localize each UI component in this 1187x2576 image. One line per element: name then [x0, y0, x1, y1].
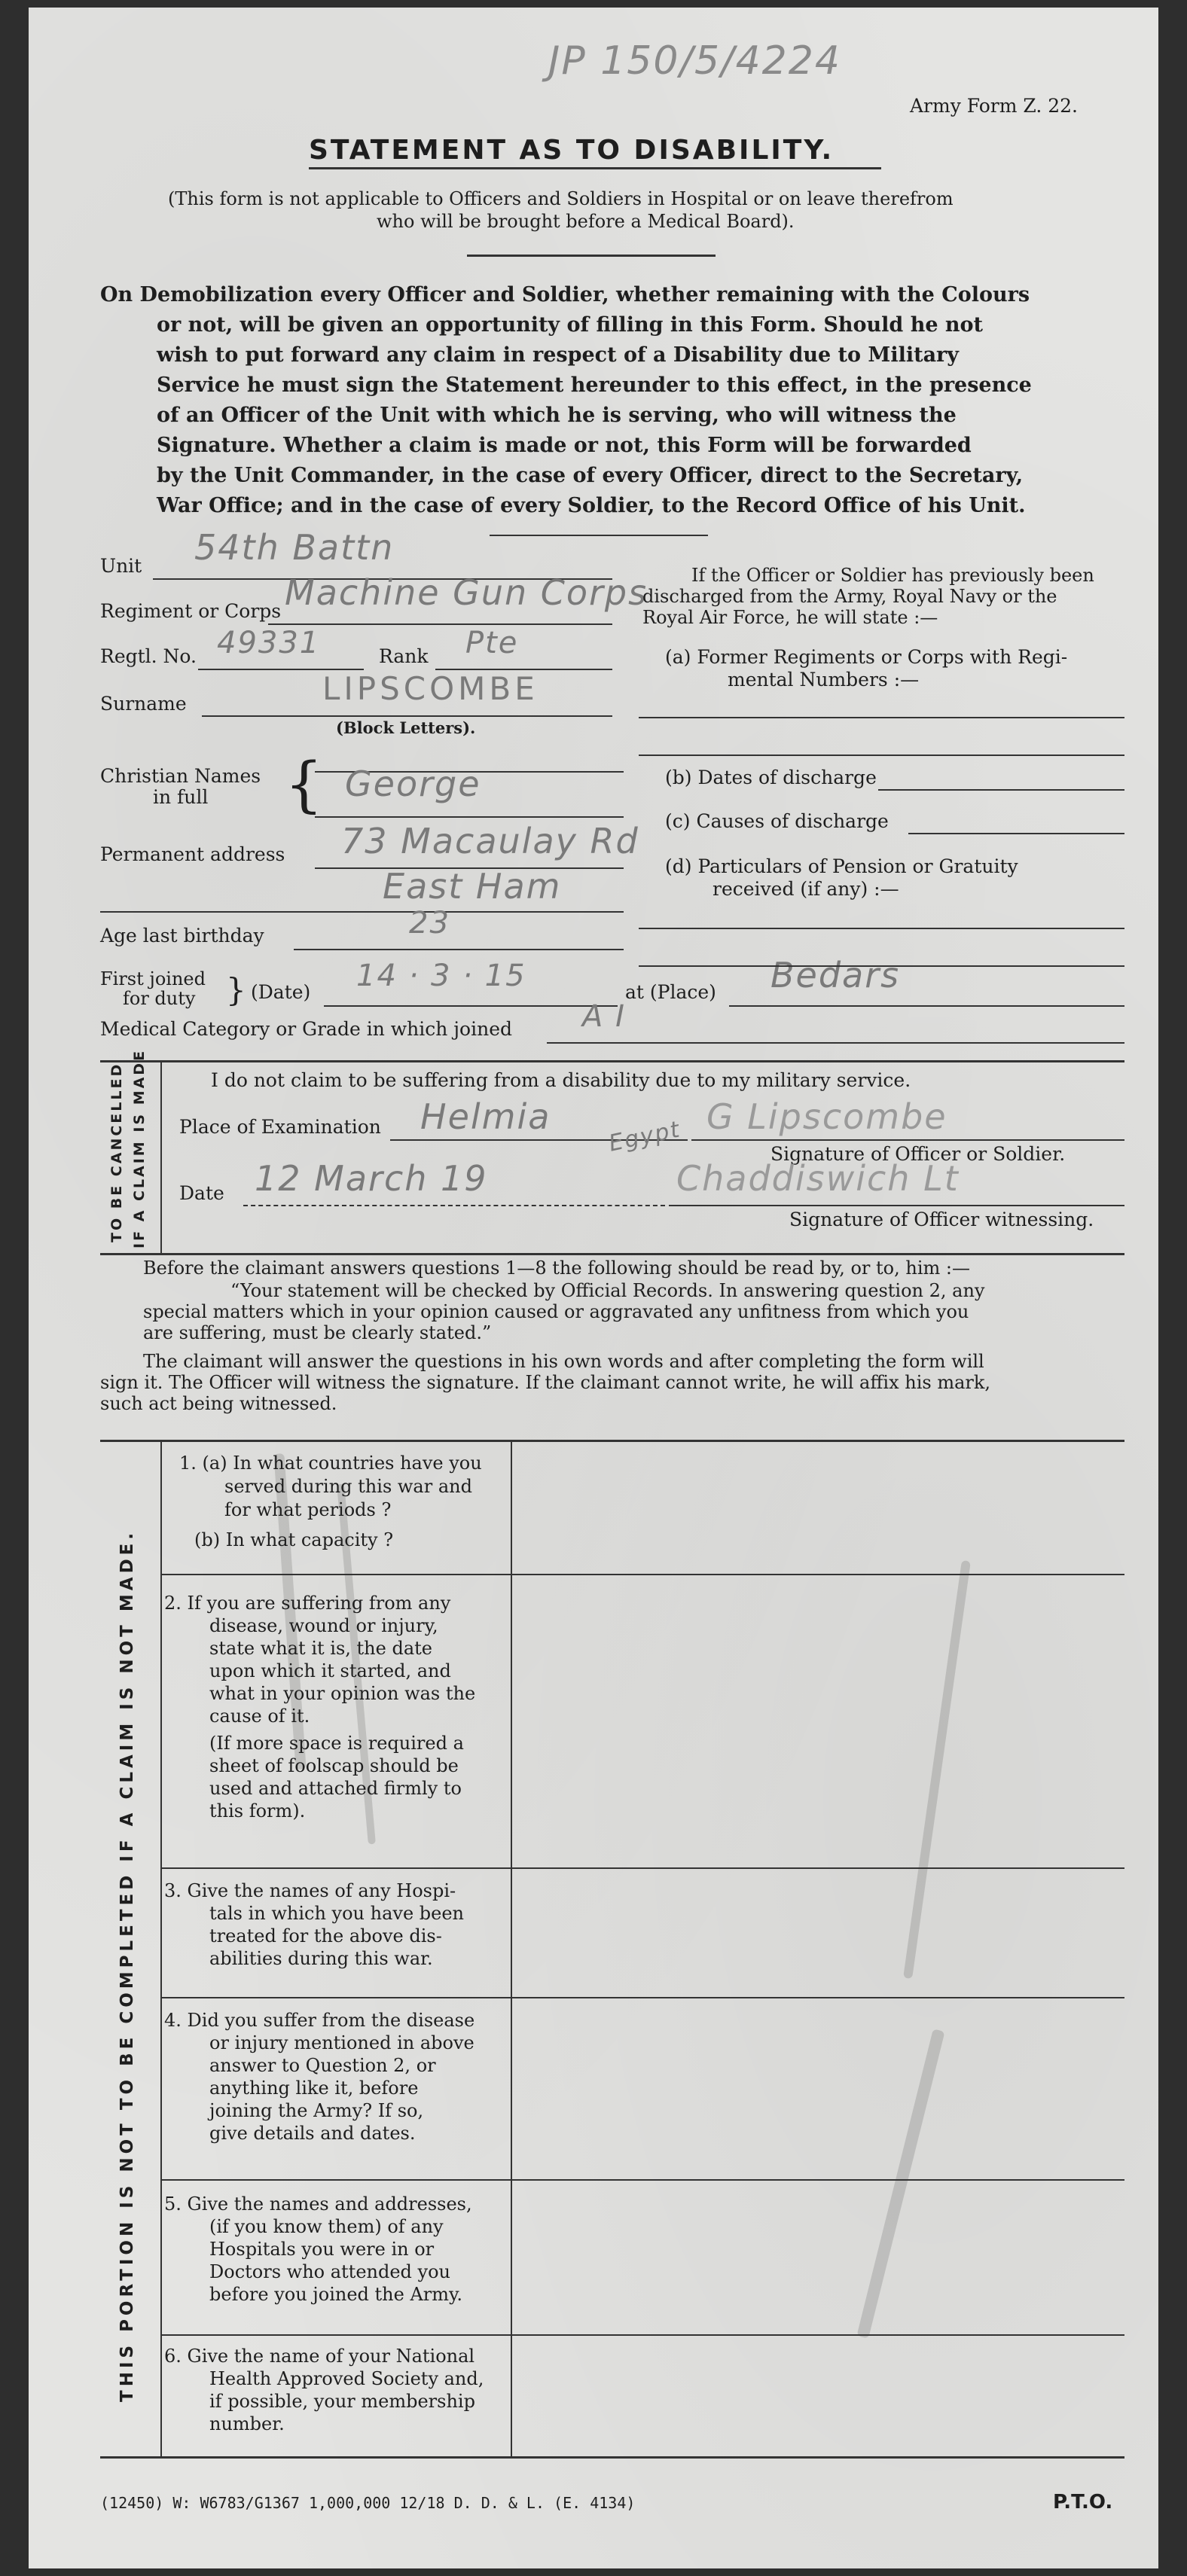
- pension-label-2: received (if any) :—: [713, 878, 899, 900]
- medical-line: [547, 1042, 1124, 1044]
- question-4-line: 4. Did you suffer from the disease: [164, 2010, 475, 2031]
- regiment-value[interactable]: Machine Gun Corps: [285, 572, 648, 613]
- first-joined-date-value[interactable]: 14 · 3 · 15: [356, 959, 526, 993]
- questions-answer-divider: [511, 1440, 512, 2456]
- form-sheet: [29, 8, 1158, 2568]
- brace: {: [285, 749, 323, 819]
- question-6-line: if possible, your membership: [209, 2391, 475, 2412]
- place-of-examination-country[interactable]: Egypt: [606, 1116, 684, 1157]
- unit-value[interactable]: 54th Battn: [194, 527, 395, 568]
- question-3-line: tals in which you have been: [209, 1903, 465, 1924]
- witness-signature-caption: Signature of Officer witnessing.: [789, 1209, 1094, 1230]
- christian-names-label: Christian Names: [100, 765, 261, 787]
- soldier-signature[interactable]: G Lipscombe: [706, 1096, 947, 1137]
- question-2-line: used and attached firmly to: [209, 1778, 462, 1799]
- regtl-no-value[interactable]: 49331: [217, 626, 321, 660]
- regiment-label: Regiment or Corps: [100, 600, 282, 622]
- instruction-line-2: The claimant will answer the questions in his own words and after completing the form will: [143, 1351, 984, 1372]
- place-of-examination-label: Place of Examination: [179, 1116, 381, 1138]
- pension-label: (d) Particulars of Pension or Gratuity: [665, 855, 1018, 877]
- question-5-bottom: [160, 2334, 1124, 2336]
- first-joined-place-value[interactable]: Bedars: [770, 955, 901, 995]
- subtitle-line-2: who will be brought before a Medical Board).: [377, 211, 795, 232]
- title-underline: [309, 167, 881, 169]
- cancel-box-divider: [160, 1060, 162, 1253]
- questions-bottom: [100, 2456, 1124, 2459]
- intro-line-2: or not, will be given an opportunity of filling in this Form. Should he not: [157, 313, 984, 337]
- question-4-line: or injury mentioned in above: [209, 2032, 474, 2053]
- subtitle-line-1: (This form is not applicable to Officers and Soldiers in Hospital or on leave therefrom: [168, 188, 954, 209]
- causes-of-discharge-line: [908, 833, 1124, 834]
- pension-line-2: [639, 965, 1124, 967]
- date-signed-label: Date: [179, 1182, 224, 1204]
- former-regiments-label-2: mental Numbers :—: [728, 669, 920, 690]
- cancel-box-top: [100, 1060, 1124, 1062]
- instruction-quote-3: are suffering, must be clearly stated.”: [143, 1322, 492, 1343]
- intro-line-1: On Demobilization every Officer and Soldier, whether remaining with the Colours: [100, 283, 1030, 306]
- address-value-2[interactable]: East Ham: [383, 866, 562, 907]
- intro-line-5: of an Officer of the Unit with which he is serving, who will witness the: [157, 404, 957, 427]
- question-4-line: anything like it, before: [209, 2078, 419, 2099]
- question-4-line: answer to Question 2, or: [209, 2055, 436, 2076]
- question-5-line: before you joined the Army.: [209, 2284, 463, 2305]
- unit-label: Unit: [100, 555, 142, 577]
- instruction-quote-2: special matters which in your opinion caused or aggravated any unfitness from which you: [143, 1301, 969, 1322]
- date-label: (Date): [251, 981, 311, 1003]
- question-2-line: this form).: [209, 1800, 306, 1821]
- stain: [856, 2029, 944, 2338]
- age-value[interactable]: 23: [409, 906, 450, 940]
- date-signed-line: [243, 1205, 665, 1206]
- soldier-signature-caption: Signature of Officer or Soldier.: [770, 1143, 1066, 1165]
- previous-discharge-intro-2: discharged from the Army, Royal Navy or the: [642, 586, 1057, 607]
- former-regiments-line-1: [639, 717, 1124, 718]
- question-2-line: state what it is, the date: [209, 1638, 432, 1659]
- page-title: STATEMENT AS TO DISABILITY.: [309, 135, 835, 166]
- question-5-line: 5. Give the names and addresses,: [164, 2193, 472, 2215]
- rank-value[interactable]: Pte: [465, 626, 519, 660]
- dates-of-discharge-line: [878, 789, 1124, 791]
- question-6-line: Health Approved Society and,: [209, 2368, 484, 2389]
- questions-top: [100, 1440, 1124, 1442]
- question-6-line: 6. Give the name of your National: [164, 2346, 475, 2367]
- pension-line-1: [639, 928, 1124, 929]
- previous-discharge-intro-3: Royal Air Force, he will state :—: [642, 607, 938, 628]
- cancel-side-label-1: TO BE CANCELLED: [108, 1062, 125, 1242]
- surname-line: [202, 715, 612, 717]
- please-turn-over: P.T.O.: [1053, 2491, 1113, 2514]
- block-letters-note: (Block Letters).: [336, 718, 476, 737]
- dates-of-discharge-label: (b) Dates of discharge: [665, 767, 877, 788]
- question-1-line: for what periods ?: [224, 1499, 392, 1520]
- first-joined-label: First joined: [100, 968, 206, 989]
- question-2-line: what in your opinion was the: [209, 1683, 476, 1704]
- question-6-line: number.: [209, 2413, 285, 2434]
- instruction-line-4: such act being witnessed.: [100, 1393, 337, 1414]
- medical-category-label: Medical Category or Grade in which joined: [100, 1018, 512, 1040]
- print-code: (12450) W: W6783/G1367 1,000,000 12/18 D. D. & L. (E. 4134): [100, 2494, 636, 2512]
- surname-label: Surname: [100, 693, 187, 715]
- former-regiments-line-2: [639, 755, 1124, 756]
- question-2-line: upon which it started, and: [209, 1660, 451, 1681]
- question-2-bottom: [160, 1867, 1124, 1869]
- questions-side-divider: [160, 1440, 162, 2456]
- christian-line-2: [315, 816, 624, 818]
- soldier-signature-line: [691, 1139, 1124, 1141]
- first-joined-label-2: for duty: [123, 988, 196, 1009]
- causes-of-discharge-label: (c) Causes of discharge: [665, 810, 889, 832]
- cancel-box-bottom: [100, 1253, 1124, 1255]
- surname-value[interactable]: LIPSCOMBE: [322, 670, 539, 707]
- intro-line-8: War Office; and in the case of every Soldier, to the Record Office of his Unit.: [157, 494, 1026, 517]
- question-3-line: abilities during this war.: [209, 1948, 433, 1969]
- question-2-line: disease, wound or injury,: [209, 1615, 438, 1636]
- no-claim-statement: I do not claim to be suffering from a disability due to my military service.: [211, 1069, 911, 1091]
- question-2-line: sheet of foolscap should be: [209, 1755, 459, 1776]
- witness-signature[interactable]: Chaddiswich Lt: [676, 1158, 960, 1199]
- intro-line-6: Signature. Whether a claim is made or not, this Form will be forwarded: [157, 434, 972, 457]
- question-1-line: served during this war and: [224, 1476, 472, 1497]
- question-5-line: Doctors who attended you: [209, 2261, 451, 2282]
- date-line: [324, 1005, 618, 1007]
- cancel-side-label-2: IF A CLAIM IS MADE: [131, 1048, 148, 1248]
- stain: [903, 1560, 971, 1979]
- age-line: [294, 949, 624, 950]
- christian-names-value[interactable]: George: [345, 764, 481, 804]
- intro-line-3: wish to put forward any claim in respect of a Disability due to Military: [157, 343, 959, 367]
- question-2-line: cause of it.: [209, 1706, 310, 1727]
- brace-small: }: [226, 971, 246, 1008]
- instruction-quote-1: “Your statement will be checked by Official Records. In answering question 2, any: [230, 1280, 985, 1301]
- question-3-bottom: [160, 1997, 1124, 1998]
- witness-signature-line: [669, 1205, 1124, 1206]
- medical-category-value[interactable]: A I: [582, 999, 626, 1034]
- question-4-line: joining the Army? If so,: [209, 2100, 424, 2121]
- age-label: Age last birthday: [100, 925, 264, 947]
- question-2-line: 2. If you are suffering from any: [164, 1593, 451, 1614]
- divider: [467, 255, 716, 257]
- divider: [490, 535, 708, 536]
- question-1-bottom: [160, 1574, 1124, 1575]
- christian-names-label-2: in full: [153, 786, 209, 808]
- date-signed-value[interactable]: 12 March 19: [255, 1158, 488, 1199]
- address-line-2: [100, 911, 624, 913]
- intro-line-4: Service he must sign the Statement hereunder to this effect, in the presence: [157, 373, 1032, 397]
- question-3-line: treated for the above dis-: [209, 1925, 442, 1946]
- place-line: [729, 1005, 1124, 1007]
- rank-label: Rank: [379, 645, 429, 667]
- question-4-line: give details and dates.: [209, 2123, 416, 2144]
- place-of-examination-value[interactable]: Helmia: [420, 1096, 551, 1137]
- question-1-line: (b) In what capacity ?: [194, 1529, 394, 1550]
- form-number: Army Form Z. 22.: [910, 95, 1078, 117]
- previous-discharge-intro-1: If the Officer or Soldier has previously been: [691, 565, 1094, 586]
- question-1-line: 1. (a) In what countries have you: [179, 1453, 482, 1474]
- instruction-line-3: sign it. The Officer will witness the signature. If the claimant cannot write, he will affix his mark,: [100, 1372, 991, 1393]
- address-label: Permanent address: [100, 843, 285, 865]
- place-label: at (Place): [625, 981, 716, 1003]
- question-2-line: (If more space is required a: [209, 1733, 464, 1754]
- question-3-line: 3. Give the names of any Hospi-: [164, 1880, 456, 1901]
- former-regiments-label: (a) Former Regiments or Corps with Regi-: [665, 646, 1068, 668]
- regtl-no-label: Regtl. No.: [100, 645, 197, 667]
- instruction-line-1: Before the claimant answers questions 1—8 the following should be read by, or to, him :—: [143, 1258, 970, 1279]
- question-5-line: Hospitals you were in or: [209, 2239, 435, 2260]
- file-reference: JP 150/5/4224: [548, 38, 841, 84]
- question-4-bottom: [160, 2179, 1124, 2181]
- question-5-line: (if you know them) of any: [209, 2216, 444, 2237]
- questions-side-label: THIS PORTION IS NOT TO BE COMPLETED IF A CLAIM IS NOT MADE.: [117, 1529, 137, 2402]
- intro-line-7: by the Unit Commander, in the case of every Officer, direct to the Secretary,: [157, 464, 1024, 487]
- address-value-1[interactable]: 73 Macaulay Rd: [341, 821, 639, 861]
